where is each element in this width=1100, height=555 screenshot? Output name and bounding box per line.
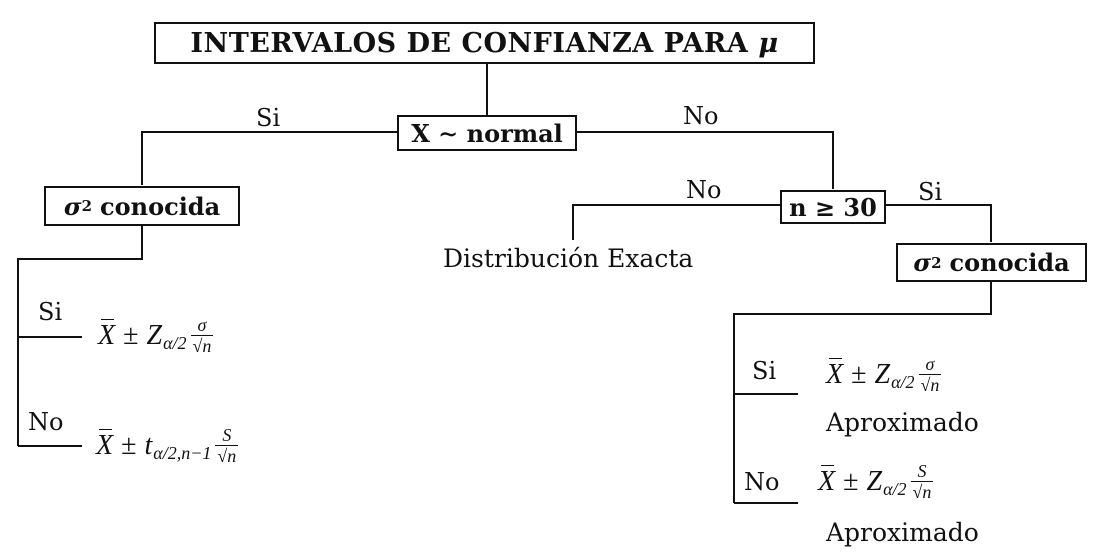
left-no-label: No [28, 408, 64, 436]
fraction-denominator [911, 481, 934, 502]
xbar-symbol: X [818, 465, 836, 497]
sample-size-condition-box [780, 190, 886, 224]
fraction [919, 355, 942, 395]
plus-minus: ± [851, 358, 867, 390]
exact-distribution-text: Distribución Exacta [443, 244, 694, 273]
stat-subscript: α/2 [163, 332, 187, 353]
stat-symbol: Z [874, 358, 891, 390]
stat-symbol: t [144, 429, 153, 461]
fraction [215, 426, 238, 466]
stat-subscript: α/2,n−1 [153, 442, 212, 463]
mu-symbol: μ [758, 27, 779, 59]
left-variance-known-text: conocida [100, 191, 221, 221]
squared-exponent: 2 [81, 197, 92, 215]
right-no-label: No [744, 468, 780, 496]
sqrt-symbol: √ [920, 374, 931, 395]
title-box [154, 22, 815, 64]
stat-symbol: Z [146, 319, 163, 351]
plus-minus: ± [123, 319, 139, 351]
left-yes-label: Si [38, 298, 63, 326]
sample-size: n [202, 335, 212, 356]
fraction-denominator [919, 374, 942, 395]
fraction-numerator: σ [925, 354, 935, 374]
xbar-symbol: X [826, 358, 844, 390]
left-yes-formula [98, 316, 213, 356]
stat-symbol: Z [866, 465, 883, 497]
squared-exponent: 2 [931, 253, 942, 272]
right-no-note: Aproximado [826, 518, 979, 547]
sample-size: n [922, 481, 932, 502]
fraction-denominator [215, 445, 238, 466]
root-condition-box [397, 115, 577, 151]
fraction [191, 316, 214, 356]
left-no-formula [96, 426, 238, 466]
sqrt-symbol: √ [912, 481, 923, 502]
n-yes-label: Si [918, 178, 943, 206]
right-no-formula [818, 462, 933, 502]
title-text: INTERVALOS DE CONFIANZA PARA [190, 27, 749, 59]
right-yes-label: Si [752, 357, 777, 385]
sigma-symbol: σ [913, 248, 932, 277]
sigma-symbol: σ [63, 191, 82, 221]
stat-subscript: α/2 [883, 478, 907, 499]
sqrt-symbol: √ [217, 445, 228, 466]
right-yes-note: Aproximado [826, 408, 979, 437]
fraction-numerator: S [222, 425, 232, 445]
connector-n-yes [886, 205, 991, 242]
left-variance-known-box [44, 186, 240, 226]
plus-minus: ± [843, 465, 859, 497]
sample-size: n [227, 445, 237, 466]
stat-subscript: α/2 [891, 371, 915, 392]
sqrt-symbol: √ [192, 335, 203, 356]
fraction [911, 462, 934, 502]
connector-n-no [573, 205, 780, 240]
n-no-label: No [686, 176, 722, 204]
sample-size-condition-text: n ≥ 30 [789, 192, 877, 222]
root-condition-text: X ∼ normal [411, 118, 563, 148]
fraction-denominator [191, 335, 214, 356]
sample-size: n [930, 374, 940, 395]
xbar-symbol: X [96, 429, 114, 461]
branch-no-label: No [683, 102, 719, 130]
right-variance-known-text: conocida [949, 248, 1070, 277]
connector-root-left [142, 132, 397, 185]
right-yes-formula [826, 355, 941, 395]
fraction-numerator: S [917, 461, 927, 481]
xbar-symbol: X [98, 319, 116, 351]
fraction-numerator: σ [197, 315, 207, 335]
plus-minus: ± [121, 429, 137, 461]
branch-yes-label: Si [256, 104, 281, 132]
right-variance-known-box [896, 243, 1087, 282]
